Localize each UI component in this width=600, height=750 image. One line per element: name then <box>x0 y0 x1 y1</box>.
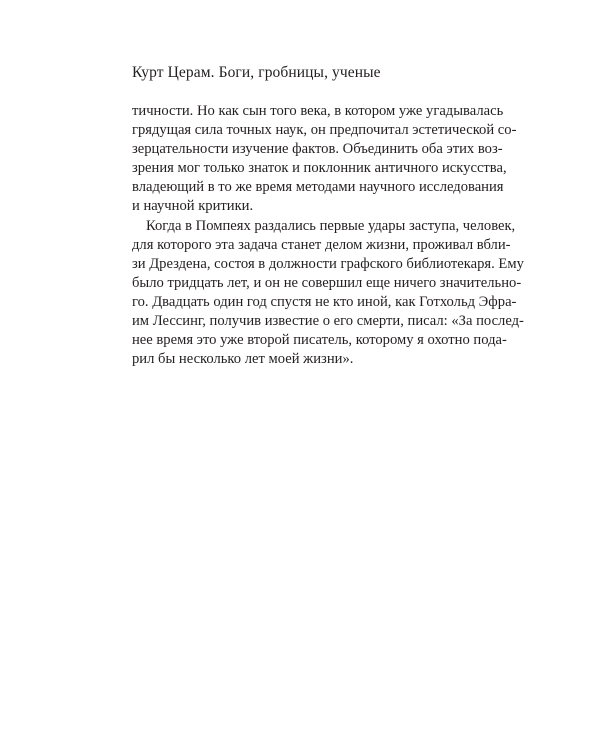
text-line: владеющий в то же время методами научного исследования <box>132 179 504 196</box>
text-line: для которого эта задача станет делом жизни, проживал вбли- <box>132 236 511 253</box>
paragraph-1 <box>132 102 517 217</box>
text-line: рил бы несколько лет моей жизни». <box>132 351 354 368</box>
text-line: го. Двадцать один год спустя не кто иной, как Готхольд Эфра- <box>132 293 517 310</box>
text-line: им Лессинг, получив известие о его смерти, писал: «За послед- <box>132 313 524 330</box>
text-line: нее время это уже второй писатель, которому я охотно пода- <box>132 332 507 349</box>
text-line: тичности. Но как сын того века, в котором уже угадывалась <box>132 103 504 119</box>
text-line: зерцательности изучение фактов. Объединить оба этих воз- <box>132 141 503 158</box>
running-head: Курт Церам. Боги, гробницы, ученые <box>132 64 381 81</box>
text-line: зи Дрездена, состоя в должности графского библиотекаря. Ему <box>132 255 524 272</box>
text-line: зрения мог только знаток и поклонник античного искусства, <box>132 160 507 177</box>
text-line: Когда в Помпеях раздались первые удары заступа, человек, <box>146 217 516 234</box>
text-line: грядущая сила точных наук, он предпочитал эстетической со- <box>132 122 517 139</box>
paragraph-2 <box>132 217 524 370</box>
text-line: и научной критики. <box>132 198 254 215</box>
body-text <box>132 102 524 369</box>
text-line: было тридцать лет, и он не совершил еще ничего значительно- <box>132 274 522 291</box>
